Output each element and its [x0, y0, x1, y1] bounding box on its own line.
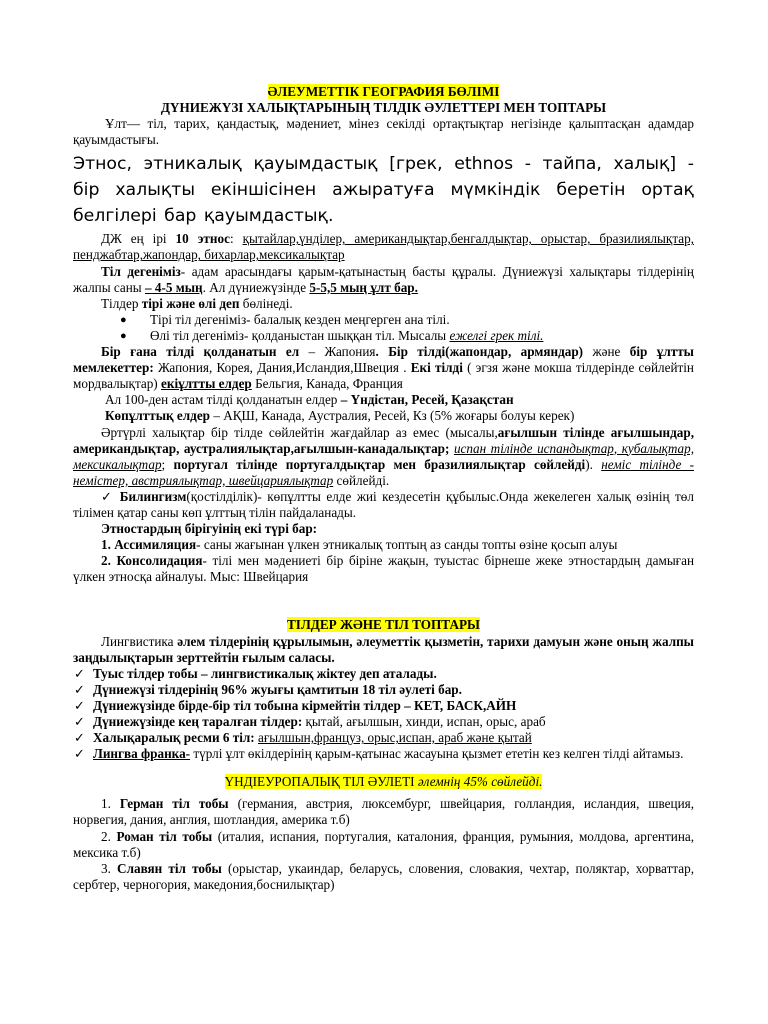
- check-item-lingua-franca: ✓ Лингва франка- түрлі ұлт өкілдерінің қарым-қатынас жасауына қызмет ететін кез келген тілді айтамыз.: [74, 746, 684, 762]
- ethnic-merge-heading: Этностардың бірігуінің екі түрі бар:: [101, 521, 318, 537]
- check-icon: ✓: [74, 697, 86, 713]
- check-icon: ✓: [74, 714, 86, 729]
- bullet-icon: ●: [120, 329, 127, 342]
- group-slavic: 3. Славян тіл тобы (орыстар, укаиндар, беларусь, словения, словакия, чехтар, поляктар, хорваттар, сербтер, черногория, македония,боснилықтар): [73, 860, 695, 892]
- list-item-living-language: ● Тірі тіл дегеніміз- балалық кезден меңгерген ана тілі.: [120, 311, 450, 327]
- largest-ethnic-groups: ДЖ ең ірі 10 этнос: қытайлар,үнділер, американдықтар,бенгалдықтар, орыстар, бразилиялықтар, пенджабтар,жапондар, бихарлар,мексикалықтар: [73, 231, 694, 263]
- check-item-related-groups: ✓ Туыс тілдер тобы – лингвистикалық жіктеу деп аталады.: [74, 665, 437, 681]
- section-title-social-geography: ӘЛЕУМЕТТІК ГЕОГРАФИЯ БӨЛІМІ: [267, 84, 500, 99]
- check-icon: ✓: [101, 488, 115, 504]
- section-title-languages: ТІЛДЕР ЖӘНЕ ТІЛ ТОПТАРЫ: [287, 617, 480, 633]
- list-item-dead-language: ● Өлі тіл дегеніміз- қолданыстан шыққан тіл. Мысалы ежелгі грек тілі.: [120, 327, 544, 343]
- ethnos-definition: Этнос, этникалық қауымдастық [грек, ethnos - тайпа, халық] - бір халықты екіншісінен ажыратуға мүмкіндік беретін ортақ белгілері бар қауымдастық.: [73, 154, 694, 227]
- language-definition: Тіл дегеніміз- адам арасындағы қарым-қатынастың басты құралы. Дүниежүзі халықтары тілдерінің жалпы саны – 4-5 мың. Ал дүниежүзінде 5-5,5 мың ұлт бар.: [73, 263, 694, 295]
- monolingual-countries: Бір ғана тілді қолданатын ел – Жапония. Бір тілді(жапондар, армяндар) және бір ұлтты мемлекеттер: Жапония, Корея, Дания,Исландия,Швеция . Екі тілді ( эгзя және мокша тілдерінде сөйлейтін мордвалықтар) екіұлтты елдер Бельгия, Канада, Франция: [73, 344, 694, 392]
- check-icon: ✓: [74, 730, 86, 746]
- assimilation: 1. Ассимиляция- саны жағынан үлкен этникалық топтың аз санды топты өзіне қосып алуы: [101, 537, 618, 553]
- bilingualism: ✓ Билингизм(қостілділік)- көпұлтты елде жиі кездесетін құбылыс.Онда жекелеген халық өзінің төл тілімен қатар саны көп ұлттың тілін пайдаланады.: [73, 488, 694, 520]
- document-subtitle: ДҮНИЕЖҮЗІ ХАЛЫҚТАРЫНЫҢ ТІЛДІК ӘУЛЕТТЕРІ МЕН ТОПТАРЫ: [160, 100, 607, 116]
- group-romance: 2. Роман тіл тобы (италия, испания, португалия, каталония, франция, румыния, молдова, аргентина, мексика т.б): [73, 828, 695, 860]
- nation-definition: Ұлт— тіл, тарих, қандастық, мәдениет, мінез секілді ортақтықтар негізінде қалыптасқан адамдар қауымдастығы.: [73, 116, 694, 148]
- multinational-countries: Көпұлттық елдер – АҚШ, Канада, Аустралия, Ресей, Кз (5% жоғары болуы керек): [105, 408, 575, 424]
- bullet-icon: ●: [120, 313, 127, 326]
- check-icon: ✓: [74, 681, 86, 697]
- languages-division: Тілдер тірі және өлі деп бөлінеді.: [101, 295, 293, 311]
- check-item-isolates: ✓ Дүниежүзінде бірде-бір тіл тобына кірмейтін тілдер – КЕТ, БАСК,АЙН: [74, 697, 517, 713]
- consolidation: 2. Консолидация- тілі мен мәдениеті бір біріне жақын, туыстас бірнеше жеке этностардың дамыған үлкен этносқа айналуы. Мыс: Швейцария: [73, 553, 695, 585]
- group-germanic: 1. Герман тіл тобы (германия, австрия, люксембург, швейцария, голландия, исландия, швеция, норвегия, дания, англия, шотландия, америка т.б): [73, 796, 694, 828]
- linguistics-definition: Лингвистика әлем тілдерінің құрылымын, әлеуметтік қызметін, тарихи дамуын және оның жалпы заңдылықтарын зерттейтін ғылым саласы.: [73, 633, 694, 665]
- check-icon: ✓: [74, 665, 86, 681]
- section-title-indo-european: ҮНДІЕУРОПАЛЫҚ ТІЛ ӘУЛЕТІ әлемнің 45% сөйлейді.: [224, 774, 543, 790]
- shared-languages: Әртүрлі халықтар бір тілде сөйлейтін жағдайлар аз емес (мысалы,ағылшын тілінде ағылшындар, американдықтар, аустралиялықтар,ағылшын-канадалықтар; испан тілінде испандықтар, кубалықтар, мексикалықтар; португал тілінде португалдықтар мен бразилиялықтар сөйлейді). неміс тілінде - немістер, австриялықтар, швейцариялықтар сөйлейді.: [73, 424, 695, 488]
- check-item-18-families: ✓ Дүниежүзі тілдерінің 96% жуығы қамтитын 18 тіл әулеті бар.: [74, 681, 462, 697]
- document-page: [73, 84, 694, 893]
- check-item-widespread: ✓ Дүниежүзінде кең таралған тілдер: қытай, ағылшын, хинди, испан, орыс, араб: [74, 714, 546, 729]
- check-item-official: ✓ Халықаралық ресми 6 тіл: ағылшын,француз, орыс,испан, араб және қытай: [74, 730, 532, 746]
- multilingual-countries: Ал 100-ден астам тілді қолданатын елдер – Үндістан, Ресей, Қазақстан: [105, 392, 514, 408]
- check-icon: ✓: [74, 746, 86, 762]
